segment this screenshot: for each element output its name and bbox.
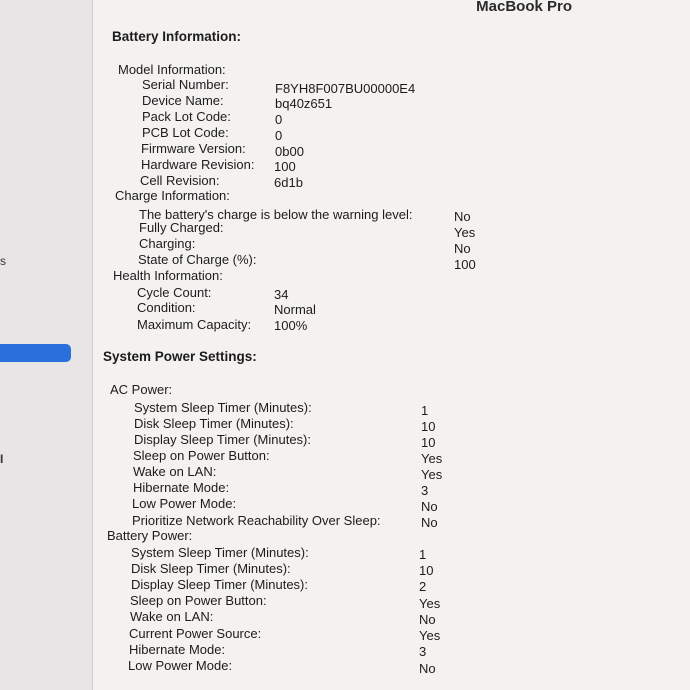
- field-value: Yes: [419, 628, 441, 643]
- sidebar-item-fragment[interactable]: s: [0, 254, 6, 268]
- field-label: Firmware Version:: [141, 141, 246, 156]
- main-panel: [93, 0, 690, 690]
- field-value: No: [421, 499, 438, 514]
- field-label: System Sleep Timer (Minutes):: [131, 545, 309, 560]
- section-title-battery: Battery Information:: [112, 29, 242, 44]
- field-label: Hibernate Mode:: [133, 480, 230, 495]
- field-label: System Sleep Timer (Minutes):: [134, 400, 312, 415]
- field-label: Display Sleep Timer (Minutes):: [131, 577, 308, 592]
- group-header-ac-power: AC Power:: [110, 382, 173, 397]
- field-value: Yes: [454, 225, 476, 240]
- field-value: 100%: [274, 318, 308, 333]
- field-label: Serial Number:: [142, 77, 229, 92]
- field-value: 2: [419, 579, 427, 594]
- field-label: Disk Sleep Timer (Minutes):: [134, 416, 294, 431]
- sidebar: [0, 0, 93, 690]
- field-label: Hibernate Mode:: [129, 642, 226, 657]
- field-value: Yes: [421, 467, 443, 482]
- field-label: Disk Sleep Timer (Minutes):: [131, 561, 291, 576]
- field-value: bq40z651: [275, 96, 333, 111]
- field-value: 3: [419, 644, 427, 659]
- group-header-model: Model Information:: [118, 62, 226, 77]
- field-label: Cell Revision:: [140, 173, 220, 188]
- field-value: 100: [454, 257, 476, 272]
- field-label: Low Power Mode:: [128, 658, 233, 673]
- field-label: Hardware Revision:: [141, 157, 255, 172]
- field-label: PCB Lot Code:: [142, 125, 229, 140]
- field-label: Pack Lot Code:: [142, 109, 231, 124]
- field-label: Current Power Source:: [129, 626, 262, 641]
- field-value: 34: [274, 287, 289, 302]
- field-label: Wake on LAN:: [130, 609, 214, 624]
- field-value: No: [454, 209, 471, 224]
- field-label: Device Name:: [142, 93, 224, 108]
- field-label: Display Sleep Timer (Minutes):: [134, 432, 311, 447]
- field-label: Condition:: [137, 300, 196, 315]
- window-title: MacBook Pro: [476, 0, 572, 15]
- field-label: Wake on LAN:: [133, 464, 217, 479]
- group-header-charge: Charge Information:: [115, 188, 230, 203]
- field-value: 10: [421, 435, 436, 450]
- field-value: F8YH8F007BU00000E4: [275, 81, 416, 96]
- field-label: Low Power Mode:: [132, 496, 237, 511]
- group-header-health: Health Information:: [113, 268, 223, 283]
- field-value: 3: [421, 483, 429, 498]
- field-value: No: [419, 661, 436, 676]
- field-label: State of Charge (%):: [138, 252, 257, 267]
- field-value: 10: [421, 419, 436, 434]
- field-value: 100: [274, 159, 296, 174]
- field-value: 1: [419, 547, 427, 562]
- field-label: Sleep on Power Button:: [130, 593, 267, 608]
- field-label: Fully Charged:: [139, 220, 224, 235]
- field-value: 0b00: [275, 144, 304, 159]
- section-title-power: System Power Settings:: [103, 349, 257, 364]
- field-value: 0: [275, 112, 283, 127]
- field-label: Maximum Capacity:: [137, 317, 252, 332]
- field-value: No: [419, 612, 436, 627]
- field-value: Yes: [421, 451, 443, 466]
- group-header-battery-power: Battery Power:: [107, 528, 193, 543]
- field-value: 10: [419, 563, 434, 578]
- field-value: No: [454, 241, 471, 256]
- field-label: Cycle Count:: [137, 285, 212, 300]
- field-value: 6d1b: [274, 175, 303, 190]
- field-value: Yes: [419, 596, 441, 611]
- sidebar-item-fragment[interactable]: I: [0, 452, 4, 466]
- field-label: Charging:: [139, 236, 196, 251]
- field-value: 1: [421, 403, 429, 418]
- field-label: The battery's charge is below the warning level:: [139, 207, 413, 222]
- field-label: Prioritize Network Reachability Over Sleep:: [132, 513, 381, 528]
- field-value: No: [421, 515, 438, 530]
- field-label: Sleep on Power Button:: [133, 448, 270, 463]
- field-value: Normal: [274, 302, 316, 317]
- sidebar-selected-item[interactable]: [0, 344, 71, 362]
- field-value: 0: [275, 128, 283, 143]
